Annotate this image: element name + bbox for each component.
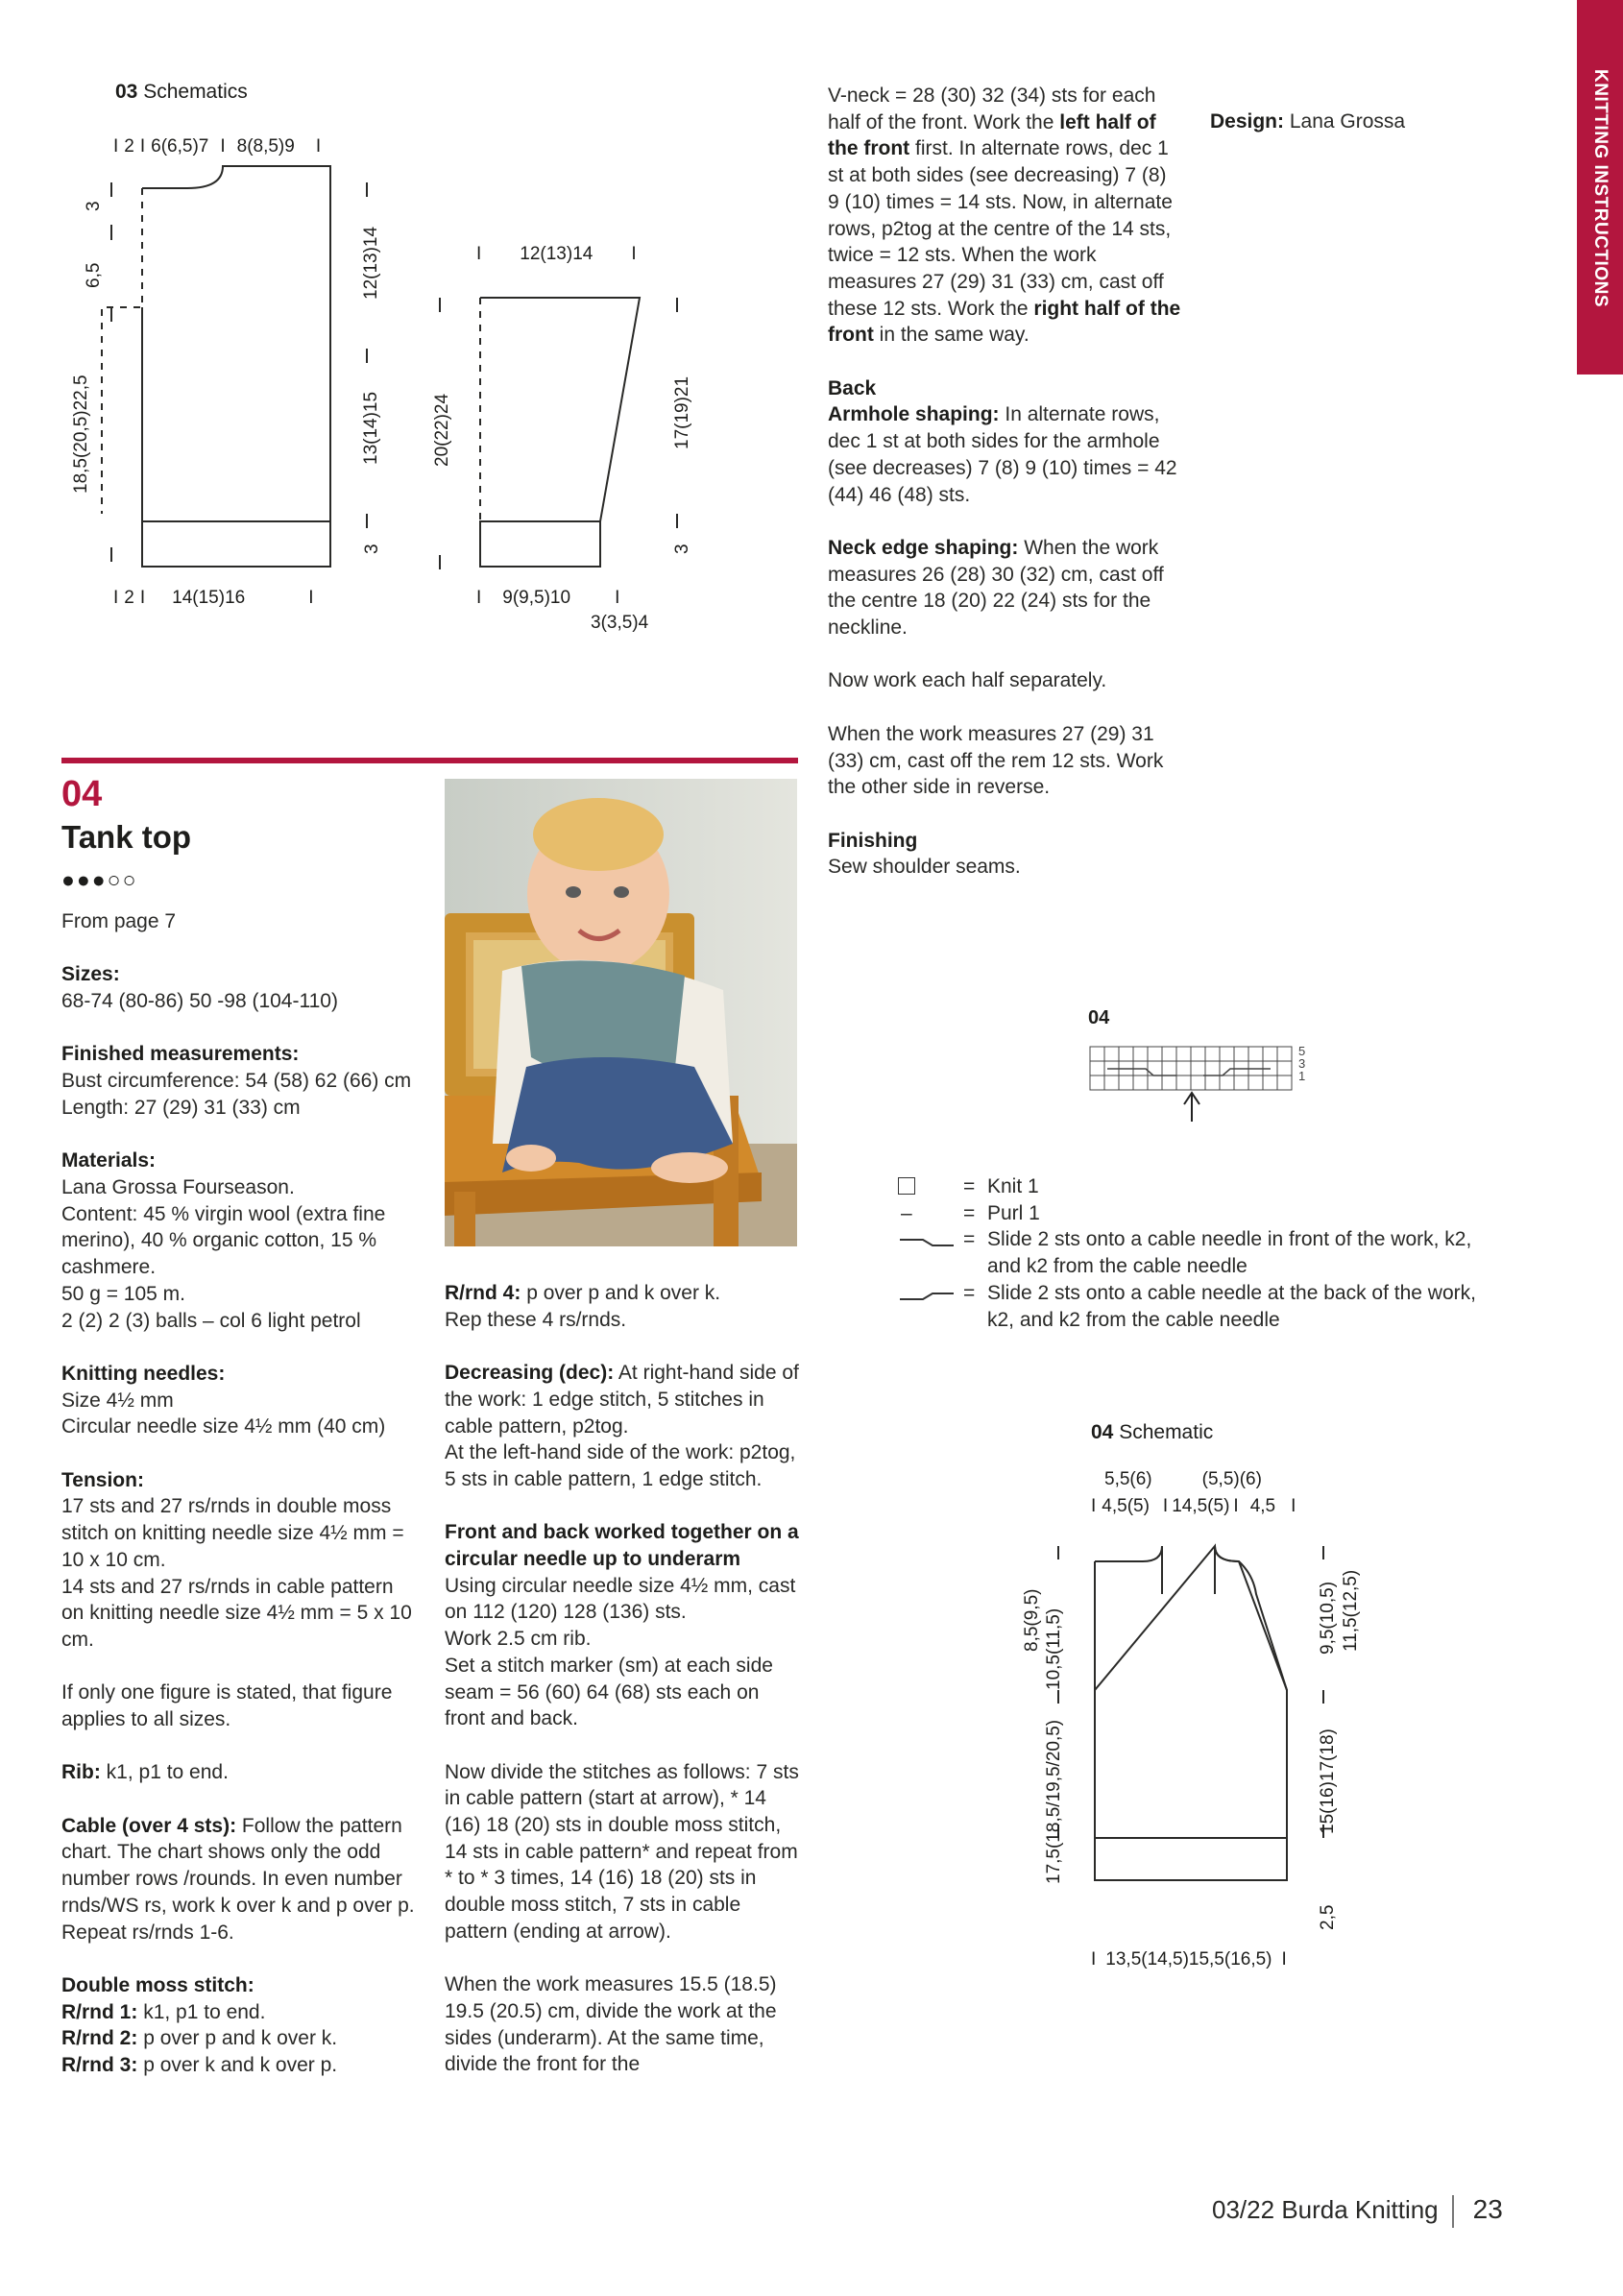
- schematic-03-left-2: 6,5: [84, 262, 104, 288]
- materials-content: Content: 45 % virgin wool (extra fine merino), 40 % organic cotton, 15 % cashmere.: [61, 1202, 386, 1279]
- materials-length: 50 g = 105 m.: [61, 1282, 186, 1305]
- finishing-text: Sew shoulder seams.: [828, 856, 1021, 879]
- sizes-heading: Sizes:: [61, 963, 120, 986]
- schematic-03-right-3: 3: [362, 544, 382, 554]
- schematic-03-sleeve-right-1: 17(19)21: [672, 375, 692, 449]
- schematic-03-sleeve-bottom-2: 3(3,5)4: [591, 613, 649, 633]
- design-credit: Design: Lana Grossa: [1210, 110, 1406, 133]
- legend-list: = Knit 1 = Purl 1 = Slide 2 sts onto a cable needle in front of the work, k2, and k2 from the cable needle = Slide 2 sts onto a cable needle at the back of the work, k2, and k2 from the cable needle: [963, 1173, 1482, 1333]
- legend-cable-front-text: Slide 2 sts onto a cable needle in front of the work, k2, and k2 from the cable needle: [987, 1228, 1472, 1278]
- cable-front-icon: [898, 1232, 956, 1251]
- col3-text: [828, 83, 1183, 881]
- schematic-04-right-inner-1: 9,5(10,5): [1318, 1581, 1338, 1655]
- divide-work: When the work measures 15.5 (18.5) 19.5 (20.5) cm, divide the work at the sides (underarm). At the same time, divide the front for the: [445, 1973, 777, 2076]
- sizes-text: 68-74 (80-86) 50 -98 (104-110): [61, 990, 338, 1013]
- chart-row-numbers: 5 3 1: [1298, 1044, 1306, 1083]
- col1-text: [61, 908, 417, 2079]
- schematic-03-sleeve-bottom-1: I 9(9,5)10 I: [476, 588, 620, 608]
- schematic-04-left-inner-2: 2,5: [1318, 1904, 1338, 1930]
- back-heading: Back: [828, 376, 877, 399]
- page-footer: [1212, 2194, 1503, 2228]
- schematic-04-top-2: I 4,5(5) I 14,5(5) I 4,5 I: [1091, 1496, 1296, 1516]
- difficulty-rating: ●●●○○: [61, 867, 138, 892]
- from-page: From page 7: [61, 910, 177, 932]
- vneck-paragraph: V-neck = 28 (30) 32 (34) sts for each half of the front. Work the left half of the front first. In alternate rows, dec 1 st at both sides (see decreasing) 7 (8) 9 (10) times = 14 sts. Now, in alternate rows, p2tog at the centre of the 14 sts, twice = 12 sts. When the work measures 27 (29) 31 (33) cm, cast off these 12 sts. Work the right half of the front in the same way.: [828, 85, 1181, 347]
- cast-on: Using circular needle size 4½ mm, cast on 112 (120) 128 (136) sts.: [445, 1574, 796, 1624]
- armhole-paragraph: Armhole shaping: In alternate rows, dec 1 st at both sides for the armhole (see decreases) 7 (8) 9 (10) times = 42 (44) 46 (48) sts.: [828, 403, 1177, 506]
- materials-balls: 2 (2) 2 (3) balls – col 6 light petrol: [61, 1309, 361, 1332]
- tension-heading: Tension:: [61, 1468, 144, 1491]
- schematic-03-sleeve-right-2: 3: [672, 544, 692, 554]
- needles-circular: Circular needle size 4½ mm (40 cm): [61, 1415, 386, 1438]
- pattern-number: 04: [61, 774, 103, 814]
- schematic-03-right-2: 13(14)15: [361, 391, 381, 465]
- schematic-03-left-1: 3: [84, 201, 104, 211]
- cast-off-paragraph: When the work measures 27 (29) 31 (33) cm, cast off the rem 12 sts. Work the other side in reverse.: [828, 722, 1164, 799]
- schematic-04-top-1: 5,5(6) (5,5)(6): [1104, 1469, 1262, 1489]
- section-tab: [1577, 0, 1623, 375]
- decreasing-left: At the left-hand side of the work: p2tog, 5 sts in cable pattern, 1 edge stitch.: [445, 1441, 796, 1490]
- separate-paragraph: Now work each half separately.: [828, 669, 1107, 692]
- schematic-03-title: [115, 81, 248, 104]
- col2-text: [445, 1280, 800, 2078]
- schematic-03-sleeve-top: I 12(13)14 I: [476, 244, 637, 264]
- stitch-marker: Set a stitch marker (sm) at each side seam = 56 (60) 64 (68) sts each on front and back.: [445, 1654, 773, 1730]
- schematic-03-left-3: 18,5(20,5)22,5: [71, 375, 91, 494]
- cable-back-icon: [898, 1286, 956, 1305]
- front-back-heading: Front and back worked together on a circular needle up to underarm: [445, 1521, 799, 1570]
- section-rule: [61, 758, 798, 763]
- baby-photo: [445, 779, 797, 1246]
- cable-paragraph: Cable (over 4 sts): Follow the pattern chart. The chart shows only the odd number rows /rounds. In even number rnds/WS rs, work k over k and p over p.: [61, 1814, 415, 1917]
- rib-paragraph: Rib: k1, p1 to end.: [61, 1761, 229, 1784]
- finished-heading: Finished measurements:: [61, 1043, 300, 1066]
- schematic-03-sleeve-left: 20(22)24: [432, 393, 452, 467]
- schematic-04-left-outer-2: 17,5(18,5/19,5/20,5): [1044, 1719, 1064, 1884]
- schematic-04-diagram: [1047, 1536, 1354, 1940]
- legend-purl-symbol: –: [901, 1202, 912, 1224]
- tension-moss: 17 sts and 27 rs/rnds in double moss stitch on knitting needle size 4½ mm = 10 x 10 cm.: [61, 1495, 404, 1571]
- schematic-04-title: 04 Schematic: [1091, 1421, 1214, 1443]
- legend-cable-back-text: Slide 2 sts onto a cable needle at the back of the work, k2, and k2 from the cable needle: [987, 1281, 1476, 1331]
- materials-heading: Materials:: [61, 1149, 157, 1172]
- page-number: 23: [1472, 2194, 1503, 2224]
- rnd3: R/rnd 3: p over k and k over p.: [61, 2054, 338, 2077]
- work-rib: Work 2.5 cm rib.: [445, 1628, 592, 1651]
- schematic-03-front-bottom: I 2 I 14(15)16 I: [113, 588, 314, 608]
- tension-cable: 14 sts and 27 rs/rnds in cable pattern on knitting needle size 4½ mm = 5 x 10 cm.: [61, 1575, 412, 1651]
- footer-magazine: Burda Knitting: [1281, 2195, 1439, 2224]
- schematic-03-front-top: I 2 I 6(6,5)7 I 8(8,5)9 I: [113, 136, 322, 157]
- section-tab-label: KNITTING INSTRUCTIONS: [1590, 69, 1611, 307]
- chart-04-label: 04: [1088, 1007, 1110, 1028]
- rnd1: R/rnd 1: k1, p1 to end.: [61, 2000, 266, 2023]
- schematic-04-left-inner-1: 10,5(11,5): [1044, 1607, 1064, 1690]
- schematic-04-right-inner-2: 15(16)17(18): [1318, 1728, 1338, 1834]
- legend-knit: [898, 1173, 915, 1200]
- schematic-03-word: Schematics: [143, 81, 248, 103]
- finished-bust: Bust circumference: 54 (58) 62 (66) cm: [61, 1070, 412, 1093]
- chart-04-grid: [1088, 1045, 1309, 1127]
- finishing-heading: Finishing: [828, 829, 918, 852]
- needles-heading: Knitting needles:: [61, 1362, 226, 1385]
- chart-start-arrow: [1184, 1093, 1199, 1122]
- divide-stitches: Now divide the stitches as follows: 7 sts in cable pattern (start at arrow), * 14 (16) 18 (20) sts in double moss stitch, 14 sts in cable pattern* and repeat from * to * 3 times, 14 (16) 18 (20) sts in double moss stitch, 7 sts in cable pattern (ending at arrow).: [445, 1760, 799, 1943]
- repeat-rounds: Rep these 4 rs/rnds.: [445, 1308, 627, 1331]
- schematic-03-diagram: [58, 125, 720, 634]
- cable-repeat: Repeat rs/rnds 1-6.: [61, 1921, 234, 1944]
- double-moss-heading: Double moss stitch:: [61, 1973, 254, 1996]
- schematic-04-left-outer-1: 8,5(9,5): [1022, 1588, 1042, 1652]
- decreasing-paragraph: Decreasing (dec): At right-hand side of the work: 1 edge stitch, 5 stitches in cable pattern, p2tog.: [445, 1362, 799, 1438]
- one-figure-note: If only one figure is stated, that figure applies to all sizes.: [61, 1681, 393, 1730]
- legend-knit-text: Knit 1: [987, 1175, 1039, 1197]
- materials-yarn: Lana Grossa Fourseason.: [61, 1175, 295, 1198]
- rnd2: R/rnd 2: p over p and k over k.: [61, 2027, 338, 2050]
- legend-purl-text: Purl 1: [987, 1201, 1040, 1224]
- knit-symbol-icon: [898, 1177, 915, 1195]
- rnd4: R/rnd 4: p over p and k over k.: [445, 1282, 721, 1304]
- schematic-03-number: 03: [115, 81, 138, 103]
- schematic-03-right-1: 12(13)14: [361, 226, 381, 300]
- neck-paragraph: Neck edge shaping: When the work measures 26 (28) 30 (32) cm, cast off the centre 18 (20) 22 (24) sts for the neckline.: [828, 536, 1164, 640]
- schematic-04-bottom: I 13,5(14,5)15,5(16,5) I: [1091, 1949, 1287, 1970]
- needles-size: Size 4½ mm: [61, 1389, 174, 1412]
- schematic-04-right-outer: 11,5(12,5): [1341, 1569, 1361, 1652]
- pattern-title: Tank top: [61, 819, 192, 855]
- footer-issue: 03/22: [1212, 2195, 1275, 2224]
- finished-length: Length: 27 (29) 31 (33) cm: [61, 1096, 301, 1119]
